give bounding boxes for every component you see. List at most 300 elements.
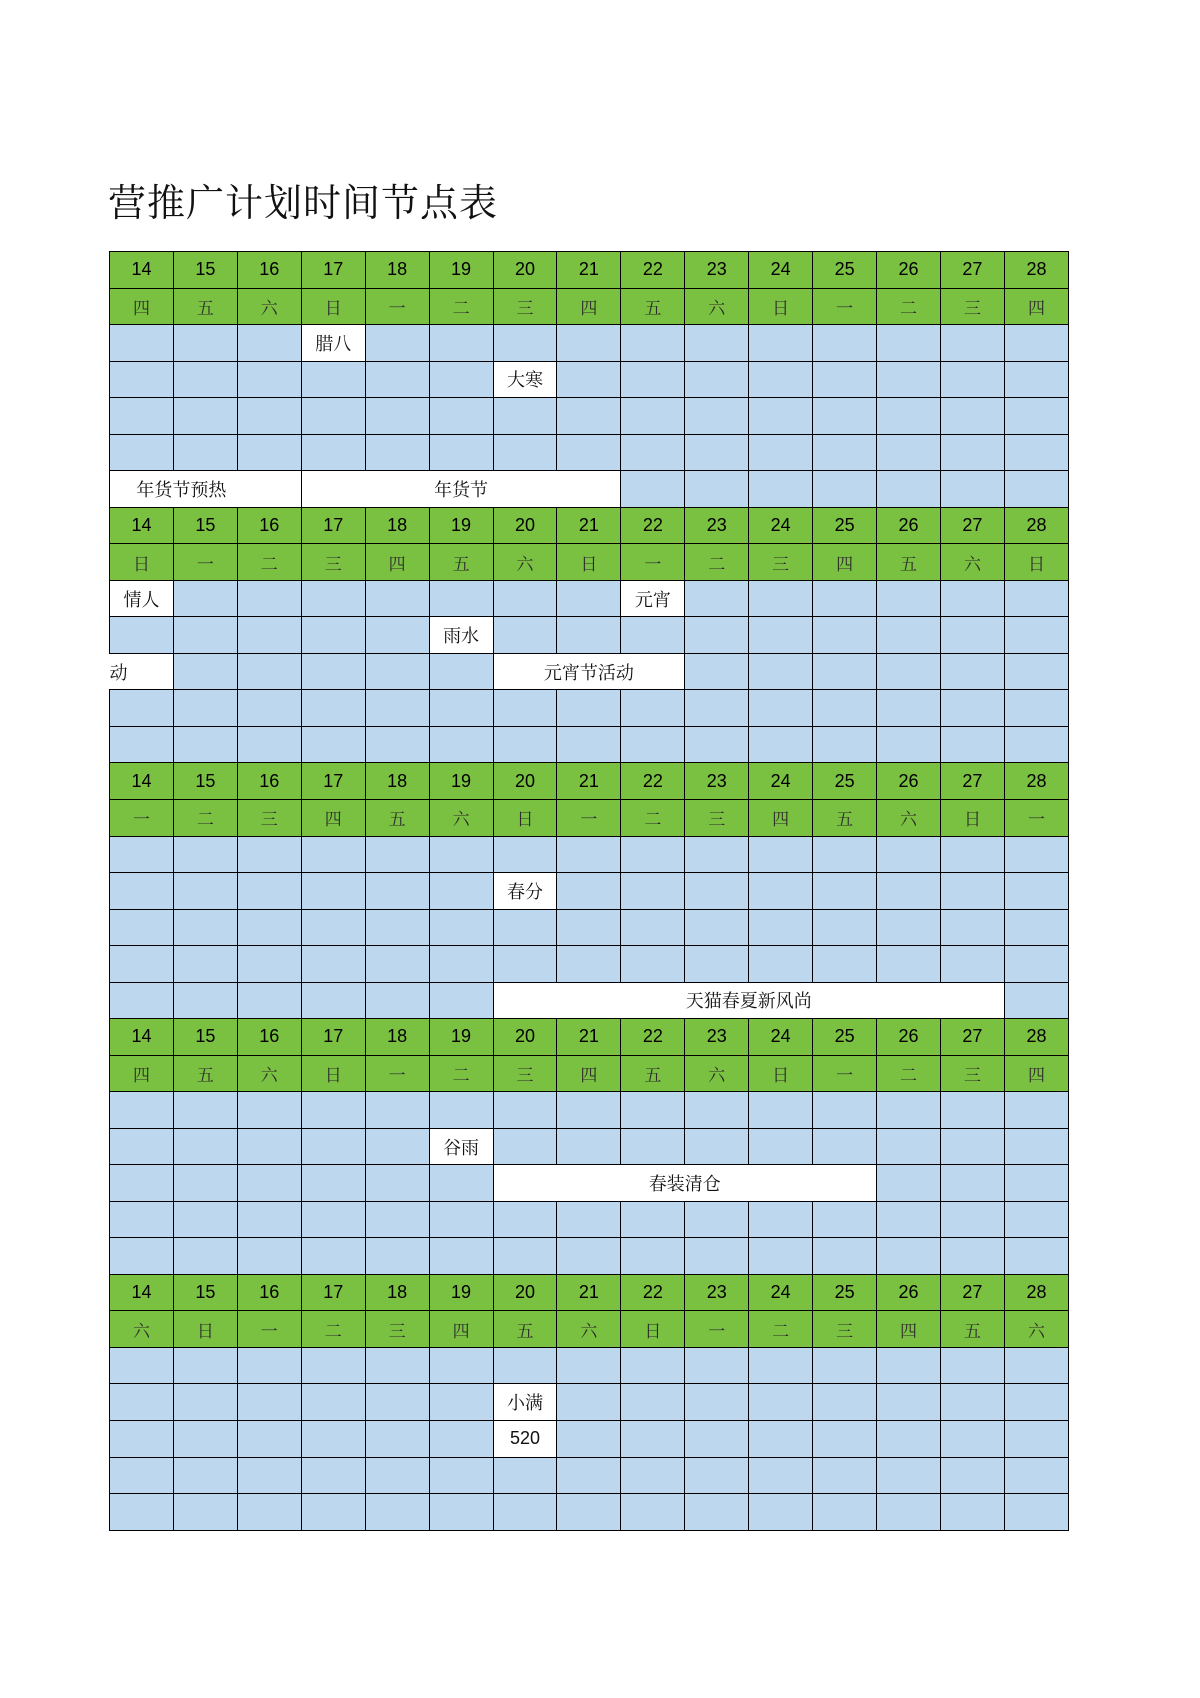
page-title: 营推广计划时间节点表 [108, 181, 499, 225]
weekday-header-row [110, 1311, 1069, 1348]
weekday-cell: 六 [110, 1311, 174, 1348]
date-header-row [110, 763, 1069, 800]
schedule-cell [237, 325, 301, 362]
schedule-cell [1004, 325, 1068, 362]
schedule-cell [1004, 1165, 1068, 1202]
weekday-cell: 日 [749, 1055, 813, 1092]
schedule-cell [301, 1128, 365, 1165]
schedule-cell [557, 909, 621, 946]
schedule-cell [173, 1092, 237, 1129]
weekday-cell: 日 [110, 544, 174, 581]
schedule-cell [685, 1201, 749, 1238]
weekday-cell: 一 [173, 544, 237, 581]
weekday-header-row [110, 544, 1069, 581]
date-cell: 28 [1004, 507, 1068, 544]
date-cell: 21 [557, 252, 621, 289]
date-header-row [110, 1019, 1069, 1056]
date-cell: 24 [749, 252, 813, 289]
schedule-row [110, 653, 1069, 690]
schedule-cell [1004, 1421, 1068, 1458]
weekday-cell: 二 [429, 288, 493, 325]
weekday-cell: 一 [813, 1055, 877, 1092]
date-cell: 16 [237, 763, 301, 800]
schedule-cell [1004, 361, 1068, 398]
date-cell: 22 [621, 252, 685, 289]
schedule-cell [813, 398, 877, 435]
schedule-cell [493, 946, 557, 983]
schedule-cell [173, 909, 237, 946]
schedule-cell [621, 1128, 685, 1165]
schedule-cell [557, 1347, 621, 1384]
weekday-cell: 三 [493, 1055, 557, 1092]
weekday-cell: 一 [621, 544, 685, 581]
schedule-cell [493, 1347, 557, 1384]
schedule-cell [813, 873, 877, 910]
schedule-cell [365, 873, 429, 910]
schedule-cell [685, 580, 749, 617]
weekday-cell: 二 [429, 1055, 493, 1092]
weekday-cell: 二 [301, 1311, 365, 1348]
date-cell: 14 [110, 763, 174, 800]
weekday-cell: 六 [877, 799, 941, 836]
schedule-cell [685, 1347, 749, 1384]
schedule-cell [877, 471, 941, 508]
date-cell: 25 [813, 252, 877, 289]
schedule-cell [365, 1457, 429, 1494]
schedule-cell [685, 398, 749, 435]
event-yushui: 雨水 [429, 617, 493, 654]
date-cell: 25 [813, 763, 877, 800]
weekday-cell: 五 [173, 1055, 237, 1092]
schedule-cell [365, 1421, 429, 1458]
schedule-cell [110, 873, 174, 910]
schedule-cell [685, 909, 749, 946]
schedule-cell [621, 1201, 685, 1238]
schedule-row [110, 1421, 1069, 1458]
schedule-cell [429, 325, 493, 362]
schedule-cell [173, 1384, 237, 1421]
schedule-cell [237, 946, 301, 983]
schedule-cell [749, 1384, 813, 1421]
date-cell: 17 [301, 507, 365, 544]
schedule-cell [621, 398, 685, 435]
schedule-cell [301, 617, 365, 654]
weekday-cell: 二 [877, 288, 941, 325]
weekday-cell: 二 [877, 1055, 941, 1092]
schedule-cell [877, 946, 941, 983]
schedule-grid [109, 251, 1069, 1531]
schedule-cell [685, 1092, 749, 1129]
schedule-cell [557, 1201, 621, 1238]
schedule-cell [621, 325, 685, 362]
schedule-cell [749, 909, 813, 946]
schedule-cell [173, 1165, 237, 1202]
date-cell: 24 [749, 763, 813, 800]
schedule-cell [877, 1201, 941, 1238]
schedule-cell [365, 1165, 429, 1202]
schedule-cell [237, 1201, 301, 1238]
schedule-cell [557, 325, 621, 362]
date-cell: 18 [365, 1274, 429, 1311]
schedule-cell [749, 361, 813, 398]
weekday-cell: 五 [940, 1311, 1004, 1348]
weekday-cell: 四 [813, 544, 877, 581]
schedule-cell [301, 726, 365, 763]
schedule-cell [749, 1421, 813, 1458]
schedule-cell [429, 1384, 493, 1421]
event-yuanxiao: 元宵 [621, 580, 685, 617]
schedule-cell [940, 1384, 1004, 1421]
date-cell: 26 [877, 763, 941, 800]
weekday-cell: 四 [1004, 1055, 1068, 1092]
schedule-cell [173, 1347, 237, 1384]
date-header-row [110, 507, 1069, 544]
schedule-cell [557, 836, 621, 873]
schedule-cell [429, 909, 493, 946]
schedule-cell [301, 1494, 365, 1531]
weekday-cell: 五 [493, 1311, 557, 1348]
schedule-cell [429, 1457, 493, 1494]
schedule-cell [429, 873, 493, 910]
schedule-cell [237, 580, 301, 617]
schedule-cell [940, 617, 1004, 654]
date-cell: 27 [940, 763, 1004, 800]
schedule-cell [813, 1347, 877, 1384]
schedule-cell [365, 361, 429, 398]
schedule-cell [877, 1421, 941, 1458]
schedule-cell [940, 361, 1004, 398]
weekday-cell: 二 [685, 544, 749, 581]
schedule-row [110, 617, 1069, 654]
schedule-cell [301, 434, 365, 471]
schedule-cell [749, 325, 813, 362]
schedule-cell [173, 1201, 237, 1238]
schedule-cell [110, 1128, 174, 1165]
weekday-cell: 六 [940, 544, 1004, 581]
date-cell: 18 [365, 507, 429, 544]
schedule-cell [685, 434, 749, 471]
schedule-cell [621, 690, 685, 727]
schedule-cell [301, 580, 365, 617]
schedule-cell [1004, 617, 1068, 654]
schedule-cell [1004, 726, 1068, 763]
date-cell: 17 [301, 1274, 365, 1311]
schedule-cell [685, 1384, 749, 1421]
schedule-cell [237, 1457, 301, 1494]
schedule-cell [557, 617, 621, 654]
date-cell: 21 [557, 1019, 621, 1056]
weekday-cell: 二 [173, 799, 237, 836]
schedule-cell [940, 580, 1004, 617]
date-cell: 26 [877, 1019, 941, 1056]
schedule-cell [621, 434, 685, 471]
schedule-cell [749, 1347, 813, 1384]
date-cell: 27 [940, 507, 1004, 544]
schedule-cell [1004, 1347, 1068, 1384]
schedule-cell [940, 1457, 1004, 1494]
schedule-cell [749, 1128, 813, 1165]
schedule-cell [173, 1128, 237, 1165]
schedule-cell [1004, 909, 1068, 946]
schedule-cell [877, 361, 941, 398]
date-cell: 27 [940, 1019, 1004, 1056]
event-spring-clearance: 春装清仓 [493, 1165, 877, 1202]
weekday-cell: 四 [749, 799, 813, 836]
event-dong: 动 [110, 653, 174, 690]
schedule-cell [493, 1128, 557, 1165]
schedule-cell [685, 617, 749, 654]
schedule-cell [173, 873, 237, 910]
event-xiaoman: 小满 [493, 1384, 557, 1421]
schedule-cell [685, 1128, 749, 1165]
weekday-cell: 六 [493, 544, 557, 581]
schedule-cell [940, 690, 1004, 727]
schedule-cell [877, 690, 941, 727]
date-cell: 20 [493, 1274, 557, 1311]
schedule-cell [749, 1457, 813, 1494]
schedule-cell [621, 1347, 685, 1384]
schedule-cell [493, 836, 557, 873]
date-cell: 26 [877, 1274, 941, 1311]
schedule-row [110, 726, 1069, 763]
schedule-cell [493, 398, 557, 435]
schedule-cell [173, 690, 237, 727]
schedule-cell [429, 836, 493, 873]
schedule-cell [237, 361, 301, 398]
schedule-row [110, 1494, 1069, 1531]
schedule-cell [493, 1457, 557, 1494]
event-nianhuo-warmup: 年货节预热 [110, 471, 302, 508]
date-cell: 15 [173, 763, 237, 800]
schedule-cell [1004, 690, 1068, 727]
weekday-cell: 日 [1004, 544, 1068, 581]
date-cell: 15 [173, 252, 237, 289]
schedule-cell [685, 1238, 749, 1275]
schedule-cell [877, 580, 941, 617]
date-cell: 16 [237, 1274, 301, 1311]
weekday-cell: 一 [1004, 799, 1068, 836]
schedule-cell [365, 1128, 429, 1165]
schedule-cell [813, 836, 877, 873]
date-cell: 23 [685, 252, 749, 289]
schedule-cell [110, 1092, 174, 1129]
date-cell: 14 [110, 1019, 174, 1056]
weekday-cell: 四 [301, 799, 365, 836]
schedule-cell [110, 1165, 174, 1202]
schedule-cell [429, 1201, 493, 1238]
date-cell: 15 [173, 1019, 237, 1056]
schedule-cell [940, 653, 1004, 690]
schedule-cell [685, 690, 749, 727]
schedule-cell [877, 726, 941, 763]
schedule-cell [173, 580, 237, 617]
schedule-cell [877, 653, 941, 690]
weekday-cell: 日 [301, 288, 365, 325]
schedule-cell [557, 873, 621, 910]
date-cell: 19 [429, 1274, 493, 1311]
date-cell: 22 [621, 507, 685, 544]
schedule-cell [813, 1128, 877, 1165]
schedule-row [110, 580, 1069, 617]
weekday-cell: 三 [365, 1311, 429, 1348]
schedule-cell [940, 873, 1004, 910]
schedule-cell [237, 653, 301, 690]
date-cell: 28 [1004, 1019, 1068, 1056]
schedule-cell [301, 1238, 365, 1275]
weekday-cell: 四 [110, 288, 174, 325]
date-cell: 23 [685, 1274, 749, 1311]
schedule-row [110, 471, 1069, 508]
weekday-cell: 六 [237, 288, 301, 325]
schedule-cell [749, 946, 813, 983]
schedule-cell [1004, 1201, 1068, 1238]
schedule-cell [110, 398, 174, 435]
schedule-cell [429, 690, 493, 727]
schedule-cell [749, 1092, 813, 1129]
schedule-cell [429, 726, 493, 763]
weekday-cell: 四 [877, 1311, 941, 1348]
date-header-row [110, 252, 1069, 289]
schedule-cell [173, 946, 237, 983]
schedule-cell [365, 1347, 429, 1384]
schedule-cell [1004, 398, 1068, 435]
schedule-cell [1004, 434, 1068, 471]
weekday-cell: 一 [237, 1311, 301, 1348]
schedule-row [110, 325, 1069, 362]
date-cell: 27 [940, 1274, 1004, 1311]
schedule-cell [365, 1494, 429, 1531]
schedule-cell [557, 398, 621, 435]
schedule-cell [301, 946, 365, 983]
schedule-cell [493, 726, 557, 763]
event-dahan: 大寒 [493, 361, 557, 398]
date-cell: 25 [813, 507, 877, 544]
schedule-cell [365, 946, 429, 983]
schedule-cell [621, 361, 685, 398]
schedule-cell [301, 836, 365, 873]
schedule-cell [301, 873, 365, 910]
schedule-cell [813, 946, 877, 983]
schedule-cell [429, 946, 493, 983]
schedule-cell [301, 1092, 365, 1129]
schedule-cell [493, 434, 557, 471]
schedule-row [110, 873, 1069, 910]
schedule-cell [301, 398, 365, 435]
schedule-cell [1004, 1384, 1068, 1421]
date-cell: 24 [749, 1019, 813, 1056]
schedule-cell [1004, 982, 1068, 1019]
weekday-cell: 六 [429, 799, 493, 836]
schedule-cell [365, 982, 429, 1019]
weekday-cell: 六 [685, 288, 749, 325]
schedule-cell [621, 1494, 685, 1531]
schedule-cell [173, 1238, 237, 1275]
schedule-cell [110, 1421, 174, 1458]
schedule-cell [365, 1384, 429, 1421]
weekday-cell: 五 [877, 544, 941, 581]
date-cell: 14 [110, 252, 174, 289]
event-laba: 腊八 [301, 325, 365, 362]
date-cell: 16 [237, 507, 301, 544]
event-nianhuo-festival: 年货节 [301, 471, 621, 508]
event-chunfen: 春分 [493, 873, 557, 910]
schedule-cell [301, 1201, 365, 1238]
schedule-cell [813, 1457, 877, 1494]
schedule-cell [749, 873, 813, 910]
schedule-cell [110, 946, 174, 983]
weekday-cell: 四 [557, 1055, 621, 1092]
schedule-cell [110, 617, 174, 654]
schedule-cell [1004, 1092, 1068, 1129]
schedule-cell [301, 690, 365, 727]
schedule-cell [237, 617, 301, 654]
date-cell: 28 [1004, 1274, 1068, 1311]
weekday-cell: 三 [940, 288, 1004, 325]
schedule-cell [301, 982, 365, 1019]
schedule-cell [749, 434, 813, 471]
schedule-cell [429, 1092, 493, 1129]
schedule-cell [173, 1457, 237, 1494]
weekday-cell: 日 [940, 799, 1004, 836]
schedule-cell [1004, 946, 1068, 983]
weekday-cell: 二 [749, 1311, 813, 1348]
schedule-cell [557, 1457, 621, 1494]
weekday-cell: 三 [749, 544, 813, 581]
schedule-cell [493, 1092, 557, 1129]
schedule-cell [813, 726, 877, 763]
schedule-cell [749, 617, 813, 654]
schedule-cell [493, 580, 557, 617]
date-cell: 17 [301, 1019, 365, 1056]
schedule-cell [301, 909, 365, 946]
schedule-cell [749, 690, 813, 727]
schedule-cell [621, 909, 685, 946]
schedule-cell [813, 1201, 877, 1238]
schedule-cell [301, 1347, 365, 1384]
schedule-cell [365, 653, 429, 690]
date-cell: 25 [813, 1019, 877, 1056]
schedule-cell [237, 726, 301, 763]
schedule-cell [877, 1494, 941, 1531]
schedule-cell [685, 1421, 749, 1458]
schedule-cell [940, 1494, 1004, 1531]
schedule-cell [1004, 580, 1068, 617]
date-cell: 20 [493, 252, 557, 289]
schedule-cell [110, 1457, 174, 1494]
weekday-cell: 日 [301, 1055, 365, 1092]
schedule-cell [940, 836, 1004, 873]
schedule-cell [813, 1421, 877, 1458]
schedule-cell [557, 1238, 621, 1275]
schedule-cell [557, 1128, 621, 1165]
weekday-cell: 四 [557, 288, 621, 325]
schedule-cell [813, 1494, 877, 1531]
schedule-cell [365, 1201, 429, 1238]
schedule-cell [237, 398, 301, 435]
schedule-cell [877, 1128, 941, 1165]
weekday-cell: 一 [365, 288, 429, 325]
schedule-cell [1004, 873, 1068, 910]
schedule-row [110, 982, 1069, 1019]
schedule-cell [365, 617, 429, 654]
schedule-cell [813, 471, 877, 508]
schedule-cell [173, 325, 237, 362]
weekday-cell: 一 [813, 288, 877, 325]
schedule-cell [877, 617, 941, 654]
weekday-cell: 日 [749, 288, 813, 325]
weekday-cell: 一 [685, 1311, 749, 1348]
schedule-cell [429, 1165, 493, 1202]
